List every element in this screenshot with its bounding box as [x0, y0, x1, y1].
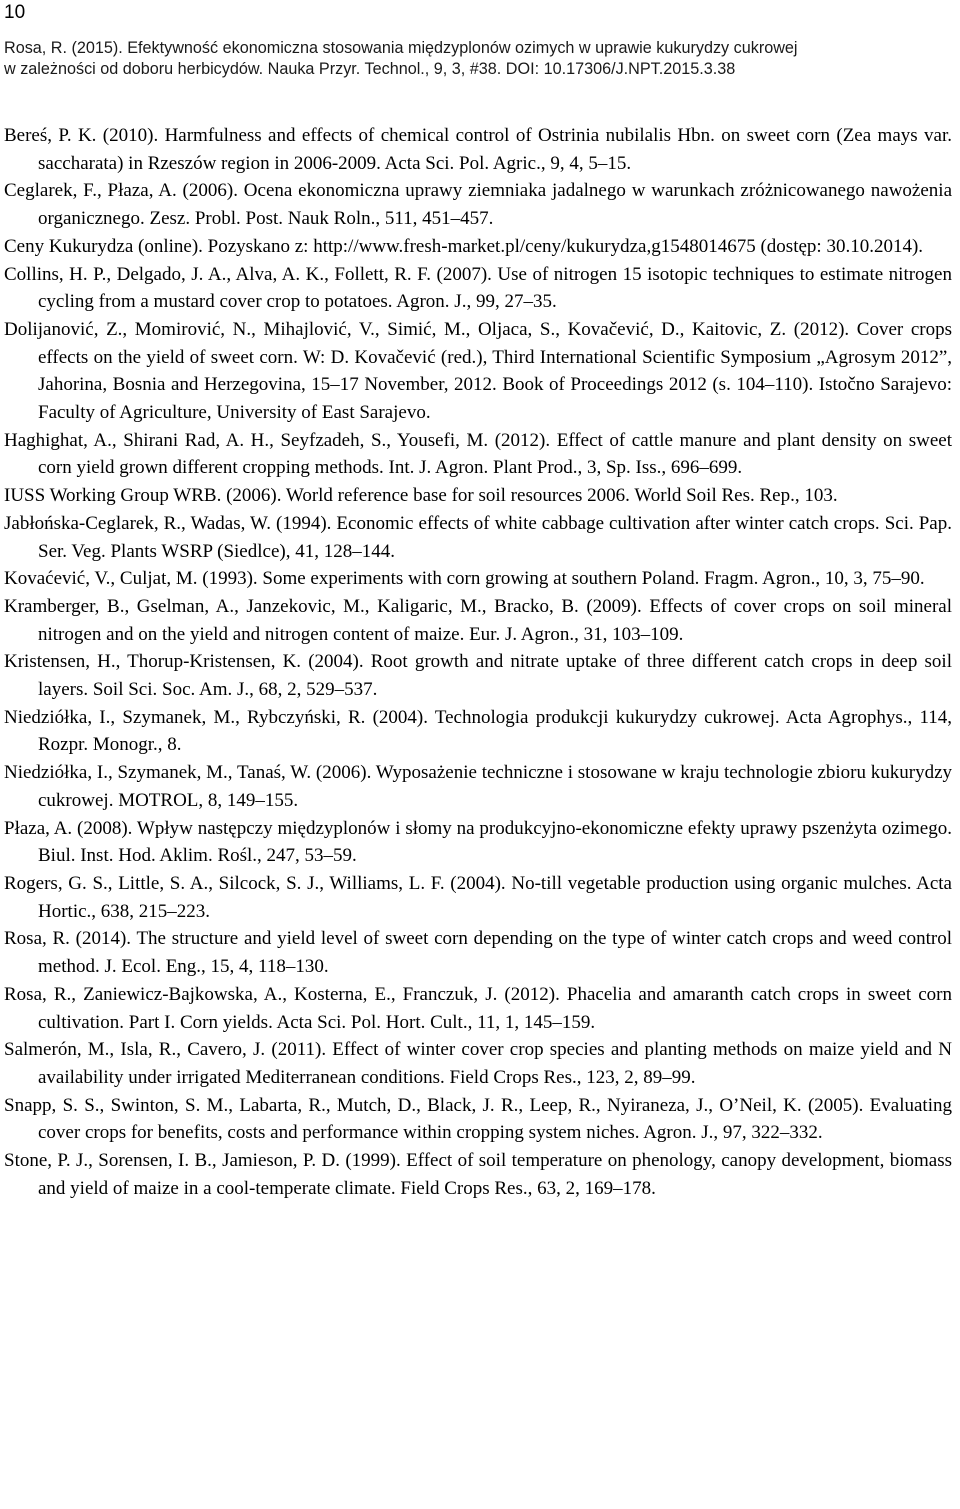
reference-text: Stone, P. J., Sorensen, I. B., Jamieson, P. D. (1999). Effect of soil temperature on phenology, canopy development, biomass and yield of maize in a cool-temperate climate. Field Crops Res., 63, 2, 169–178.	[4, 1150, 952, 1199]
reference-text: Dolijanović, Z., Momirović, N., Mihajlović, V., Simić, M., Oljaca, S., Kovačević, D., Kaitovic, Z. (2012). Cover crops effects on the yield of sweet corn. W: D. Kovačević (red.), Third International Scientific Symposium „Agrosym 2012”, Jahorina, Bosnia and Herzegovina, 15–17 November, 2012. Book of Proceedings 2012 (s. 104–110). Istočno Sarajevo: Faculty of Agriculture, University of East Sarajevo.	[4, 318, 952, 424]
reference-text: Snapp, S. S., Swinton, S. M., Labarta, R., Mutch, D., Black, J. R., Leep, R., Nyiraneza, J., O’Neil, K. (2005). Evaluating cover crops for benefits, costs and performance within cropping system niches. Agron. J., 97, 322–332.	[4, 1094, 952, 1144]
reference-item	[4, 122, 952, 177]
reference-text: IUSS Working Group WRB. (2006). World reference base for soil resources 2006. World Soil Res. Rep., 103.	[4, 485, 838, 507]
reference-item	[4, 316, 952, 427]
reference-item	[4, 510, 952, 565]
reference-item	[4, 870, 952, 925]
reference-text: Salmerón, M., Isla, R., Cavero, J. (2011). Effect of winter cover crop species and planting methods on maize yield and N availability under irrigated Mediterranean conditions. Field Crops Res., 123, 2, 89–99.	[4, 1039, 952, 1088]
reference-item	[4, 704, 952, 759]
reference-text: Jabłońska-Ceglarek, R., Wadas, W. (1994). Economic effects of white cabbage cultivation after winter catch crops. Sci. Pap. Ser. Veg. Plants WSRP (Siedlce), 41, 128–144.	[4, 512, 952, 562]
reference-item	[4, 1147, 952, 1202]
reference-item	[4, 1036, 952, 1091]
reference-text: Kramberger, B., Gselman, A., Janzekovic, M., Kaligaric, M., Bracko, B. (2009). Effects of cover crops on soil mineral nitrogen and on the yield and nitrogen content of maize. Eur. J. Agron., 31, 103–109.	[4, 595, 952, 645]
reference-text: Niedziółka, I., Szymanek, M., Tanaś, W. (2006). Wyposażenie techniczne i stosowane w kraju technologie zbioru kukurydzy cukrowej. MOTROL, 8, 149–155.	[4, 762, 952, 811]
citation-line-1: Rosa, R. (2015). Efektywność ekonomiczna stosowania międzyplonów ozimych w uprawie kukurydzy cukrowej	[4, 39, 798, 57]
reference-item	[4, 177, 952, 232]
reference-text: Bereś, P. K. (2010). Harmfulness and effects of chemical control of Ostrinia nubilalis Hbn. on sweet corn (Zea mays var. saccharata) in Rzeszów region in 2006-2009. Acta Sci. Pol. Agric., 9, 4, 5–15.	[4, 125, 952, 174]
reference-item	[4, 815, 952, 870]
reference-item	[4, 1092, 952, 1147]
page-number: 10	[4, 2, 26, 23]
reference-text: Ceglarek, F., Płaza, A. (2006). Ocena ekonomiczna uprawy ziemniaka jadalnego w warunkach zróżnicowanego nawożenia organicznego. Zesz. Probl. Post. Nauk Roln., 511, 451–457.	[4, 180, 952, 230]
reference-item	[4, 593, 952, 648]
article-citation-header	[4, 38, 954, 80]
reference-item	[4, 759, 952, 814]
reference-item	[4, 648, 952, 703]
reference-item	[4, 925, 952, 980]
reference-text: Płaza, A. (2008). Wpływ następczy międzyplonów i słomy na produkcyjno-ekonomiczne efekty uprawy pszenżyta ozimego. Biul. Inst. Hod. Aklim. Rośl., 247, 53–59.	[4, 817, 952, 867]
reference-text: Haghighat, A., Shirani Rad, A. H., Seyfzadeh, S., Yousefi, M. (2012). Effect of cattle manure and plant density on sweet corn yield grown different cropping methods. Int. J. Agron. Plant Prod., 3, Sp. Iss., 696–699.	[4, 429, 952, 479]
reference-text: Ceny Kukurydza (online). Pozyskano z: http://www.fresh-market.pl/ceny/kukurydza,g1548014675 (dostęp: 30.10.2014).	[4, 235, 924, 257]
reference-text: Rogers, G. S., Little, S. A., Silcock, S. J., Williams, L. F. (2004). No-till vegetable production using organic mulches. Acta Hortic., 638, 215–223.	[4, 872, 952, 922]
citation-line-2: w zależności od doboru herbicydów. Nauka Przyr. Technol., 9, 3, #38. DOI: 10.17306/J.NPT.2015.3.38	[4, 60, 736, 78]
reference-item	[4, 482, 952, 510]
reference-item	[4, 233, 952, 261]
reference-text: Collins, H. P., Delgado, J. A., Alva, A. K., Follett, R. F. (2007). Use of nitrogen 15 isotopic techniques to estimate nitrogen cycling from a mustard cover crop to potatoes. Agron. J., 99, 27–35.	[4, 263, 952, 313]
reference-text: Rosa, R., Zaniewicz-Bajkowska, A., Kosterna, E., Franczuk, J. (2012). Phacelia and amaranth catch crops in sweet corn cultivation. Part I. Corn yields. Acta Sci. Pol. Hort. Cult., 11, 1, 145–159.	[4, 983, 952, 1033]
reference-item	[4, 261, 952, 316]
reference-list	[4, 122, 952, 1202]
reference-text: Niedziółka, I., Szymanek, M., Rybczyński, R. (2004). Technologia produkcji kukurydzy cukrowej. Acta Agrophys., 114, Rozpr. Monogr., 8.	[4, 706, 952, 756]
reference-text: Kristensen, H., Thorup-Kristensen, K. (2004). Root growth and nitrate uptake of three different catch crops in deep soil layers. Soil Sci. Soc. Am. J., 68, 2, 529–537.	[4, 651, 952, 701]
reference-item	[4, 565, 952, 593]
reference-item	[4, 981, 952, 1036]
reference-item	[4, 427, 952, 482]
reference-text: Rosa, R. (2014). The structure and yield level of sweet corn depending on the type of winter catch crops and weed control method. J. Ecol. Eng., 15, 4, 118–130.	[4, 928, 952, 978]
reference-text: Kovaćević, V., Culjat, M. (1993). Some experiments with corn growing at southern Poland. Fragm. Agron., 10, 3, 75–90.	[4, 568, 925, 590]
